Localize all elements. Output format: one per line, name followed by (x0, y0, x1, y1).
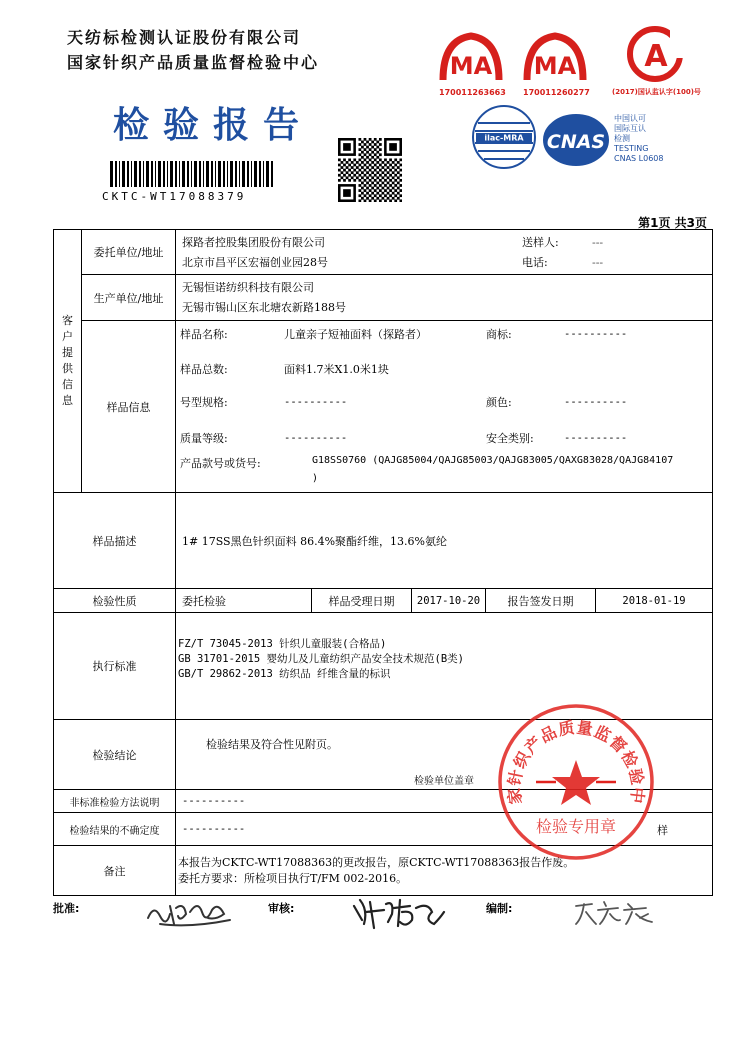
color-label: 颜色: (486, 396, 512, 409)
cnas-caption-line: TESTING (614, 144, 649, 153)
customer-section-label: 客户提供信息 (54, 230, 82, 493)
color-value: ---------- (564, 396, 628, 408)
product-no-value: G18SS0760 (QAJG85004/QAJG85003/QAJG83005/QAXG83028/QAJG84107 (312, 455, 674, 466)
product-no-value-cont: ) (312, 472, 319, 484)
client-name: 探路者控股集团股份有限公司 (182, 236, 325, 249)
producer-row (54, 275, 713, 321)
grade-label: 质量等级: (180, 432, 228, 445)
sample-tag: 样 (657, 824, 669, 837)
sample-info-label: 样品信息 (82, 321, 176, 493)
non-standard-value: ---------- (176, 790, 713, 813)
barcode-number: CKTC-WT17088379 (102, 190, 247, 203)
grade-value: ---------- (284, 432, 348, 444)
uncertainty-value: ---------- (182, 823, 246, 835)
org-name-secondary: 国家针织产品质量监督检验中心 (67, 53, 320, 72)
safety-label: 安全类别: (486, 432, 534, 445)
producer-address: 无锡市锡山区东北塘农新路188号 (182, 300, 346, 314)
cma-logo-1-number: 170011263663 (439, 88, 506, 97)
standards-row (54, 613, 713, 720)
phone-label: 电话: (522, 256, 548, 269)
remarks-line: 委托方要求：所检项目执行T/FM 002-2016。 (178, 871, 408, 885)
nature-row (54, 589, 713, 613)
conclusion-row (54, 720, 713, 790)
ilac-mra-logo (470, 103, 538, 171)
sample-info-cell (176, 321, 713, 493)
producer-cell (176, 275, 713, 321)
ilac-logo-text: ilac-MRA (484, 133, 524, 143)
standard-line: GB/T 29862-2013 纺织品 纤维含量的标识 (178, 667, 391, 680)
producer-label: 生产单位/地址 (82, 275, 176, 321)
standard-line: FZ/T 73045-2013 针织儿童服装(合格品) (178, 637, 387, 650)
producer-name: 无锡恒诺纺织科技有限公司 (182, 280, 314, 294)
client-address: 北京市昌平区宏福创业园28号 (182, 256, 328, 269)
description-value: 1# 17SS黑色针织面料 86.4%聚酯纤维，13.6%氨纶 (176, 493, 713, 589)
cnas-mark-icon (540, 110, 612, 170)
cnas-caption-line: 检测 (614, 134, 630, 143)
cnas-logo (540, 110, 612, 170)
cma-logo-1 (437, 28, 505, 98)
client-cell (176, 230, 713, 275)
sample-qty-label: 样品总数: (180, 363, 228, 376)
seal-label: 检验单位盖章 (414, 776, 474, 787)
remarks-label: 备注 (54, 846, 176, 896)
review-signature (344, 890, 454, 934)
approve-signature (140, 894, 240, 934)
receive-date-value: 2017-10-20 (412, 589, 486, 613)
review-label: 审核: (268, 902, 295, 915)
non-standard-label: 非标准检验方法说明 (54, 790, 176, 813)
conclusion-label: 检验结论 (54, 720, 176, 790)
cal-logo (612, 24, 702, 98)
safety-value: ---------- (564, 432, 628, 444)
cma-logo-2 (521, 28, 589, 98)
cma-logo-2-text: MA (533, 52, 577, 80)
prepare-label: 编制: (486, 902, 513, 915)
remarks-cell (176, 846, 713, 896)
report-table (53, 229, 713, 896)
page-indicator: 第1页 共3页 (638, 216, 707, 230)
org-name-primary: 天纺标检测认证股份有限公司 (67, 28, 302, 47)
product-no-label: 产品款号或货号: (180, 457, 261, 470)
cnas-caption-line: 中国认可 (614, 114, 646, 123)
nature-value: 委托检验 (176, 589, 312, 613)
stamp-ring-text: 家针织产品质量监督检验中 (504, 717, 648, 806)
stamp-center-text: 检验专用章 (535, 817, 617, 836)
uncertainty-label: 检验结果的不确定度 (54, 813, 176, 846)
issue-date-label: 报告签发日期 (486, 589, 596, 613)
approve-label: 批准: (53, 902, 80, 915)
issue-date-value: 2018-01-19 (596, 589, 713, 613)
sender-value: --- (592, 235, 604, 249)
model-value: ---------- (284, 396, 348, 408)
client-row (54, 230, 713, 275)
prepare-signature (570, 892, 670, 932)
cal-logo-number: (2017)国认监认字(100)号 (612, 88, 701, 96)
phone-value: --- (592, 255, 604, 269)
cnas-caption-line: CNAS L0608 (614, 154, 664, 163)
standards-cell (176, 613, 713, 720)
model-label: 号型规格: (180, 396, 228, 409)
standard-line: GB 31701-2015 婴幼儿及儿童纺织产品安全技术规范(B类) (178, 652, 464, 665)
cma-mark-icon (521, 28, 589, 86)
uncertainty-value-cell (176, 813, 713, 846)
cma-logo-2-number: 170011260277 (523, 88, 590, 97)
sample-name-value: 儿童亲子短袖面料（探路者） (284, 328, 427, 341)
report-title: 检验报告 (113, 104, 314, 146)
sample-name-label: 样品名称: (180, 328, 228, 341)
cnas-caption (614, 114, 663, 164)
sample-qty-value: 面料1.7米X1.0米1块 (284, 363, 389, 376)
cnas-caption-line: 国际互认 (614, 124, 646, 133)
nature-label: 检验性质 (54, 589, 176, 613)
brand-label: 商标: (486, 328, 512, 341)
conclusion-value: 检验结果及符合性见附页。 (206, 738, 338, 751)
receive-date-label: 样品受理日期 (312, 589, 412, 613)
ilac-globe-icon (470, 103, 538, 171)
cma-logo-1-text: MA (449, 52, 493, 80)
client-label: 委托单位/地址 (82, 230, 176, 275)
non-standard-row (54, 790, 713, 813)
description-label: 样品描述 (54, 493, 176, 589)
qr-code-icon (338, 138, 402, 202)
uncertainty-row (54, 813, 713, 846)
sender-label: 送样人: (522, 236, 559, 249)
cal-mark-icon (620, 24, 690, 86)
brand-value: ---------- (564, 328, 628, 340)
barcode (110, 161, 275, 187)
cnas-logo-text: CNAS (546, 131, 606, 153)
standards-label: 执行标准 (54, 613, 176, 720)
remarks-line: 本报告为CKTC-WT17088363的更改报告，原CKTC-WT17088363报告作废。 (178, 855, 575, 869)
description-row (54, 493, 713, 589)
conclusion-cell (176, 720, 713, 790)
cma-mark-icon (437, 28, 505, 86)
sample-info-row (54, 321, 713, 493)
cal-logo-text: A (644, 39, 668, 74)
remarks-row (54, 846, 713, 896)
